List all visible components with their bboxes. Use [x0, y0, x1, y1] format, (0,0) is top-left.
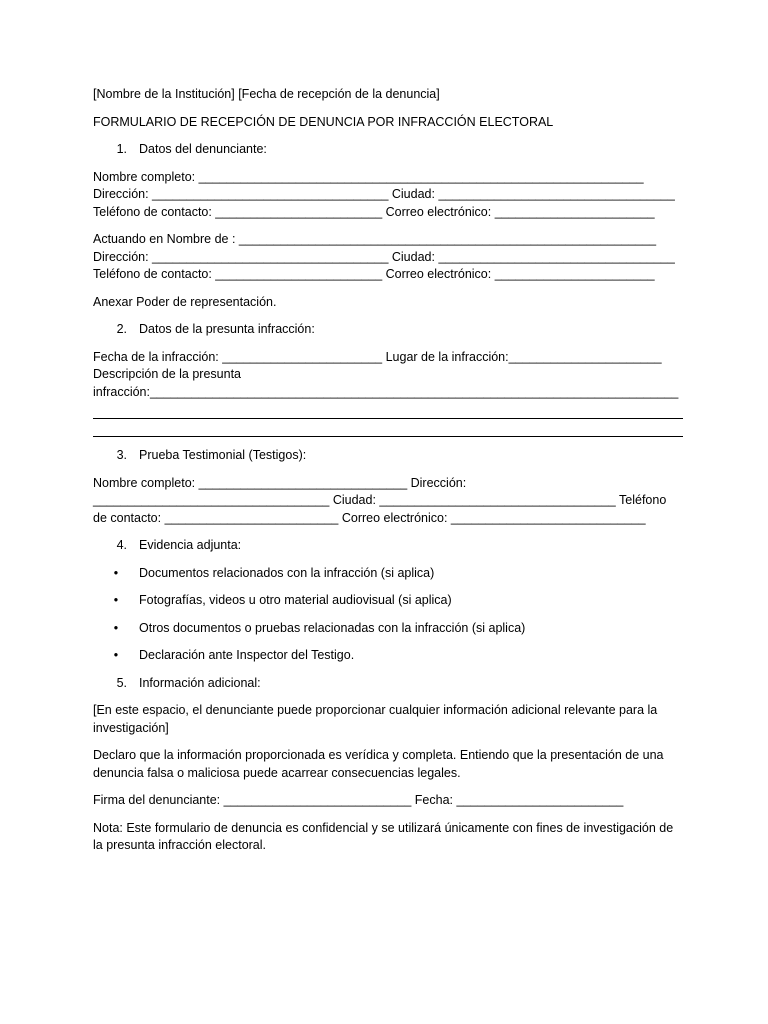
description-label: Descripción de la presunta	[93, 367, 241, 381]
list-item-text: Otros documentos o pruebas relacionadas con la infracción (si aplica)	[139, 620, 526, 635]
confidentiality-note: Nota: Este formulario de denuncia es confidencial y se utilizará únicamente con fines de investigación de la presunta infracción electoral.	[93, 820, 674, 852]
bullet-icon: •	[113, 648, 119, 662]
list-item-text: Declaración ante Inspector del Testigo.	[139, 648, 355, 662]
form-title: FORMULARIO DE RECEPCIÓN DE DENUNCIA POR INFRACCIÓN ELECTORAL	[93, 114, 554, 129]
additional-info-text: [En este espacio, el denunciante puede proporcionar cualquier información adicional relevante para la investigación]	[93, 703, 658, 735]
description-line: infracción:____________________________________________________________________________	[93, 384, 679, 399]
witness-address-line: __________________________________ Ciudad: __________________________________ Teléfono	[93, 493, 667, 507]
section-title: Datos del denunciante:	[139, 142, 267, 156]
section-number: 1.	[116, 142, 127, 156]
witness-contact-line: de contacto: _________________________ Correo electrónico: ____________________________	[93, 510, 646, 525]
declaration-text: Declaro que la información proporcionada es verídica y completa. Entiendo que la presentación de una denuncia falsa o maliciosa puede acarrear consecuencias legales.	[93, 748, 664, 780]
section-5-heading	[93, 675, 683, 693]
list-item	[93, 592, 683, 610]
header-line: [Nombre de la Institución] [Fecha de recepción de la denuncia]	[93, 87, 440, 101]
section-title: Datos de la presunta infracción:	[139, 322, 315, 336]
list-item	[93, 620, 683, 638]
address-city-line: Dirección: __________________________________ Ciudad: __________________________________	[93, 187, 675, 201]
complainant-fields	[93, 169, 683, 222]
bullet-icon: •	[113, 620, 119, 635]
section-number: 4.	[116, 538, 127, 552]
form-body	[93, 86, 683, 855]
bullet-icon: •	[113, 565, 119, 580]
witness-fields	[93, 475, 683, 528]
section-title: Prueba Testimonial (Testigos):	[139, 448, 307, 462]
section-number: 5.	[116, 675, 127, 690]
address-city-line: Dirección: __________________________________ Ciudad: __________________________________	[93, 249, 675, 264]
annex-note: Anexar Poder de representación.	[93, 294, 277, 309]
section-2-heading	[93, 321, 683, 339]
section-number: 3.	[116, 448, 127, 462]
section-title: Evidencia adjunta:	[139, 538, 242, 552]
section-number: 2.	[116, 322, 127, 336]
list-item-text: Documentos relacionados con la infracción (si aplica)	[139, 565, 435, 580]
section-4-heading	[93, 537, 683, 555]
blank-line	[93, 419, 683, 437]
acting-on-behalf-line: Actuando en Nombre de : ____________________________________________________________	[93, 232, 657, 246]
representative-fields	[93, 231, 683, 284]
bullet-icon: •	[113, 593, 119, 607]
witness-name-line: Nombre completo: ______________________________ Dirección:	[93, 475, 467, 490]
list-item	[93, 647, 683, 665]
phone-email-line: Teléfono de contacto: ________________________ Correo electrónico: _______________________	[93, 204, 655, 219]
list-item-text: Fotografías, videos u otro material audiovisual (si aplica)	[139, 593, 452, 607]
date-place-line: Fecha de la infracción: _______________________ Lugar de la infracción:______________________	[93, 349, 662, 364]
phone-email-line: Teléfono de contacto: ________________________ Correo electrónico: _______________________	[93, 267, 655, 281]
infraction-fields	[93, 349, 683, 438]
section-1-heading	[93, 141, 683, 159]
blank-line	[93, 401, 683, 419]
section-3-heading	[93, 447, 683, 465]
section-title: Información adicional:	[139, 675, 261, 690]
full-name-line: Nombre completo: ________________________________________________________________	[93, 169, 644, 184]
signature-line: Firma del denunciante: ___________________________ Fecha: ________________________	[93, 793, 624, 807]
list-item	[93, 565, 683, 583]
